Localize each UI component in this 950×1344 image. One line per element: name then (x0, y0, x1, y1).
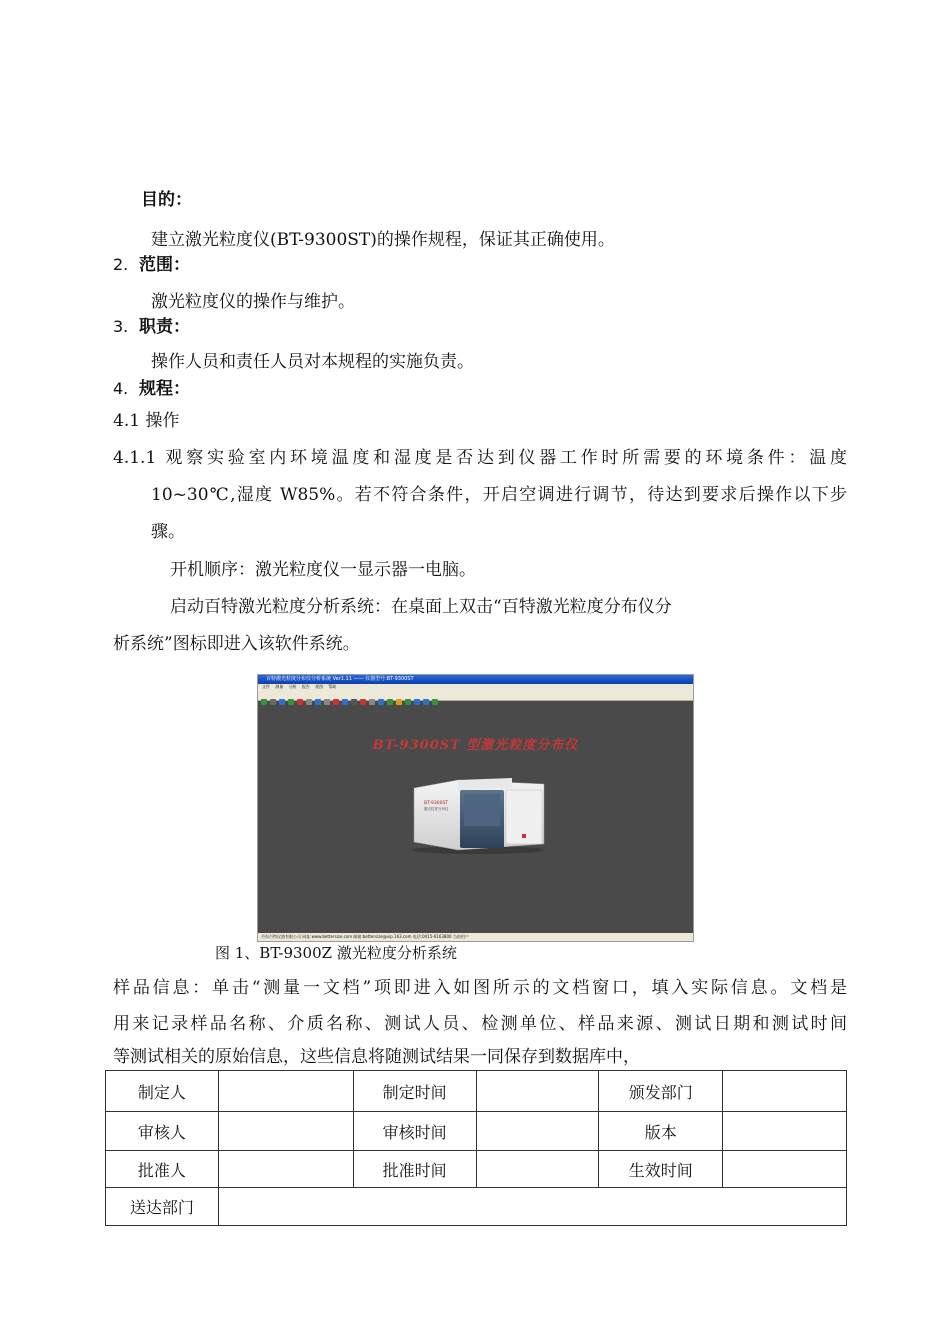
section-3-body: 操作人员和责任人员对本规程的实施负责。 (151, 352, 474, 372)
table-cell (218, 1071, 353, 1112)
toolbar-icon (261, 699, 267, 705)
table-cell (218, 1112, 353, 1151)
table-cell (476, 1151, 599, 1188)
table-cell: 审核人 (106, 1112, 219, 1151)
instrument-label: BT-9300ST (424, 801, 449, 806)
toolbar-icon (306, 699, 312, 705)
menu-item: 文件 (262, 684, 270, 689)
para-4-1-1-line1: 4.1.1 观察实验室内环境温度和湿度是否达到仪器工作时所需要的环境条件：温度 (113, 448, 847, 468)
sample-info-line3: 等测试相关的原始信息，这些信息将随测试结果一同保存到数据库中， (113, 1047, 640, 1067)
section-2-body: 激光粒度仪的操作与维护。 (151, 292, 355, 312)
subsection-4-1: 4.1 操作 (113, 411, 180, 431)
toolbar-icon (333, 699, 339, 705)
section-1-body: 建立激光粒度仪(BT-9300ST)的操作规程，保证其正确使用。 (151, 230, 615, 250)
figure-caption: 图 1、BT-9300Z 激光粒度分析系统 (215, 944, 457, 962)
toolbar-icon (378, 699, 384, 705)
table-row (106, 1188, 847, 1226)
toolbar-icon (369, 699, 375, 705)
toolbar-icon (405, 699, 411, 705)
table-cell (723, 1071, 847, 1112)
table-cell (218, 1188, 846, 1226)
brand-logo-icon (522, 834, 526, 838)
table-cell: 制定时间 (353, 1071, 476, 1112)
status-bar (258, 933, 693, 941)
section-3-heading: 职责： (139, 317, 190, 337)
launch-line1: 启动百特激光粒度分析系统：在桌面上双击“百特激光粒度分布仪分 (170, 597, 672, 617)
section-2-number: 2. (113, 255, 129, 274)
menu-item: 测量 (275, 684, 284, 689)
toolbar-icon (351, 699, 357, 705)
instrument-illustration (408, 770, 548, 855)
toolbar-icon (315, 699, 321, 705)
section-1-heading: 目的： (141, 190, 192, 210)
instrument-sublabel: 激光粒度分布仪 (424, 807, 449, 811)
table-row (106, 1151, 847, 1188)
window-title: 百特激光粒度分布仪分析系统 Ver1.11 —— 仪器型号:BT-9300ST (266, 676, 414, 682)
para-4-1-1-line3: 骤。 (151, 522, 185, 542)
table-cell: 送达部门 (106, 1188, 219, 1226)
table-cell: 制定人 (106, 1071, 219, 1112)
table-cell (218, 1151, 353, 1188)
menu-item: 帮助 (328, 684, 337, 689)
toolbar (258, 690, 693, 701)
section-3-number: 3. (113, 317, 129, 336)
toolbar-icon (297, 699, 303, 705)
toolbar-icon (324, 699, 330, 705)
toolbar-icon (423, 699, 429, 705)
toolbar-icon (342, 699, 348, 705)
status-text: 丹东百特仪器有限公司 网址:www.bettersize.com 邮箱:bettersize@vip.163.com 电话:0415-6163800 当前用户 (261, 934, 469, 939)
table-cell (476, 1112, 599, 1151)
table-cell: 颁发部门 (599, 1071, 723, 1112)
product-banner: BT-9300ST 型激光粒度分布仪 (372, 738, 579, 753)
table-cell (723, 1112, 847, 1151)
menu-item: 报告 (301, 684, 310, 689)
section-4-heading: 规程： (139, 379, 190, 399)
toolbar-icon (288, 699, 294, 705)
table-row (106, 1071, 847, 1112)
table-cell: 批准人 (106, 1151, 219, 1188)
toolbar-icon (279, 699, 285, 705)
launch-line2: 析系统”图标即进入该软件系统。 (113, 634, 360, 654)
sample-info-line2: 用来记录样品名称、介质名称、测试人员、检测单位、样品来源、测试日期和测试时间 (113, 1014, 847, 1034)
toolbar-icon (387, 699, 393, 705)
table-cell: 审核时间 (353, 1112, 476, 1151)
toolbar-icon (270, 699, 276, 705)
sample-info-line1: 样品信息：单击“测量一文档”项即进入如图所示的文档窗口，填入实际信息。文档是 (113, 978, 847, 998)
table-cell: 生效时间 (599, 1151, 723, 1188)
section-2-heading: 范围： (139, 255, 190, 275)
menu-item: 分析 (288, 684, 297, 689)
window-title-bar (258, 675, 693, 684)
menu-item: 视图 (315, 684, 324, 689)
toolbar-icon (396, 699, 402, 705)
toolbar-icon (360, 699, 366, 705)
boot-order: 开机顺序：激光粒度仪一显示器一电脑。 (170, 560, 476, 580)
para-4-1-1-line2: 10~30℃,湿度 W85%。若不符合条件，开启空调进行调节，待达到要求后操作以下步 (151, 485, 847, 505)
toolbar-icon (432, 699, 438, 705)
table-row (106, 1112, 847, 1151)
toolbar-icon (414, 699, 420, 705)
table-cell (476, 1071, 599, 1112)
approval-table (105, 1070, 847, 1226)
table-cell: 版本 (599, 1112, 723, 1151)
table-cell: 批准时间 (353, 1151, 476, 1188)
section-4-number: 4. (113, 379, 129, 398)
table-cell (723, 1151, 847, 1188)
software-screenshot (257, 674, 694, 942)
